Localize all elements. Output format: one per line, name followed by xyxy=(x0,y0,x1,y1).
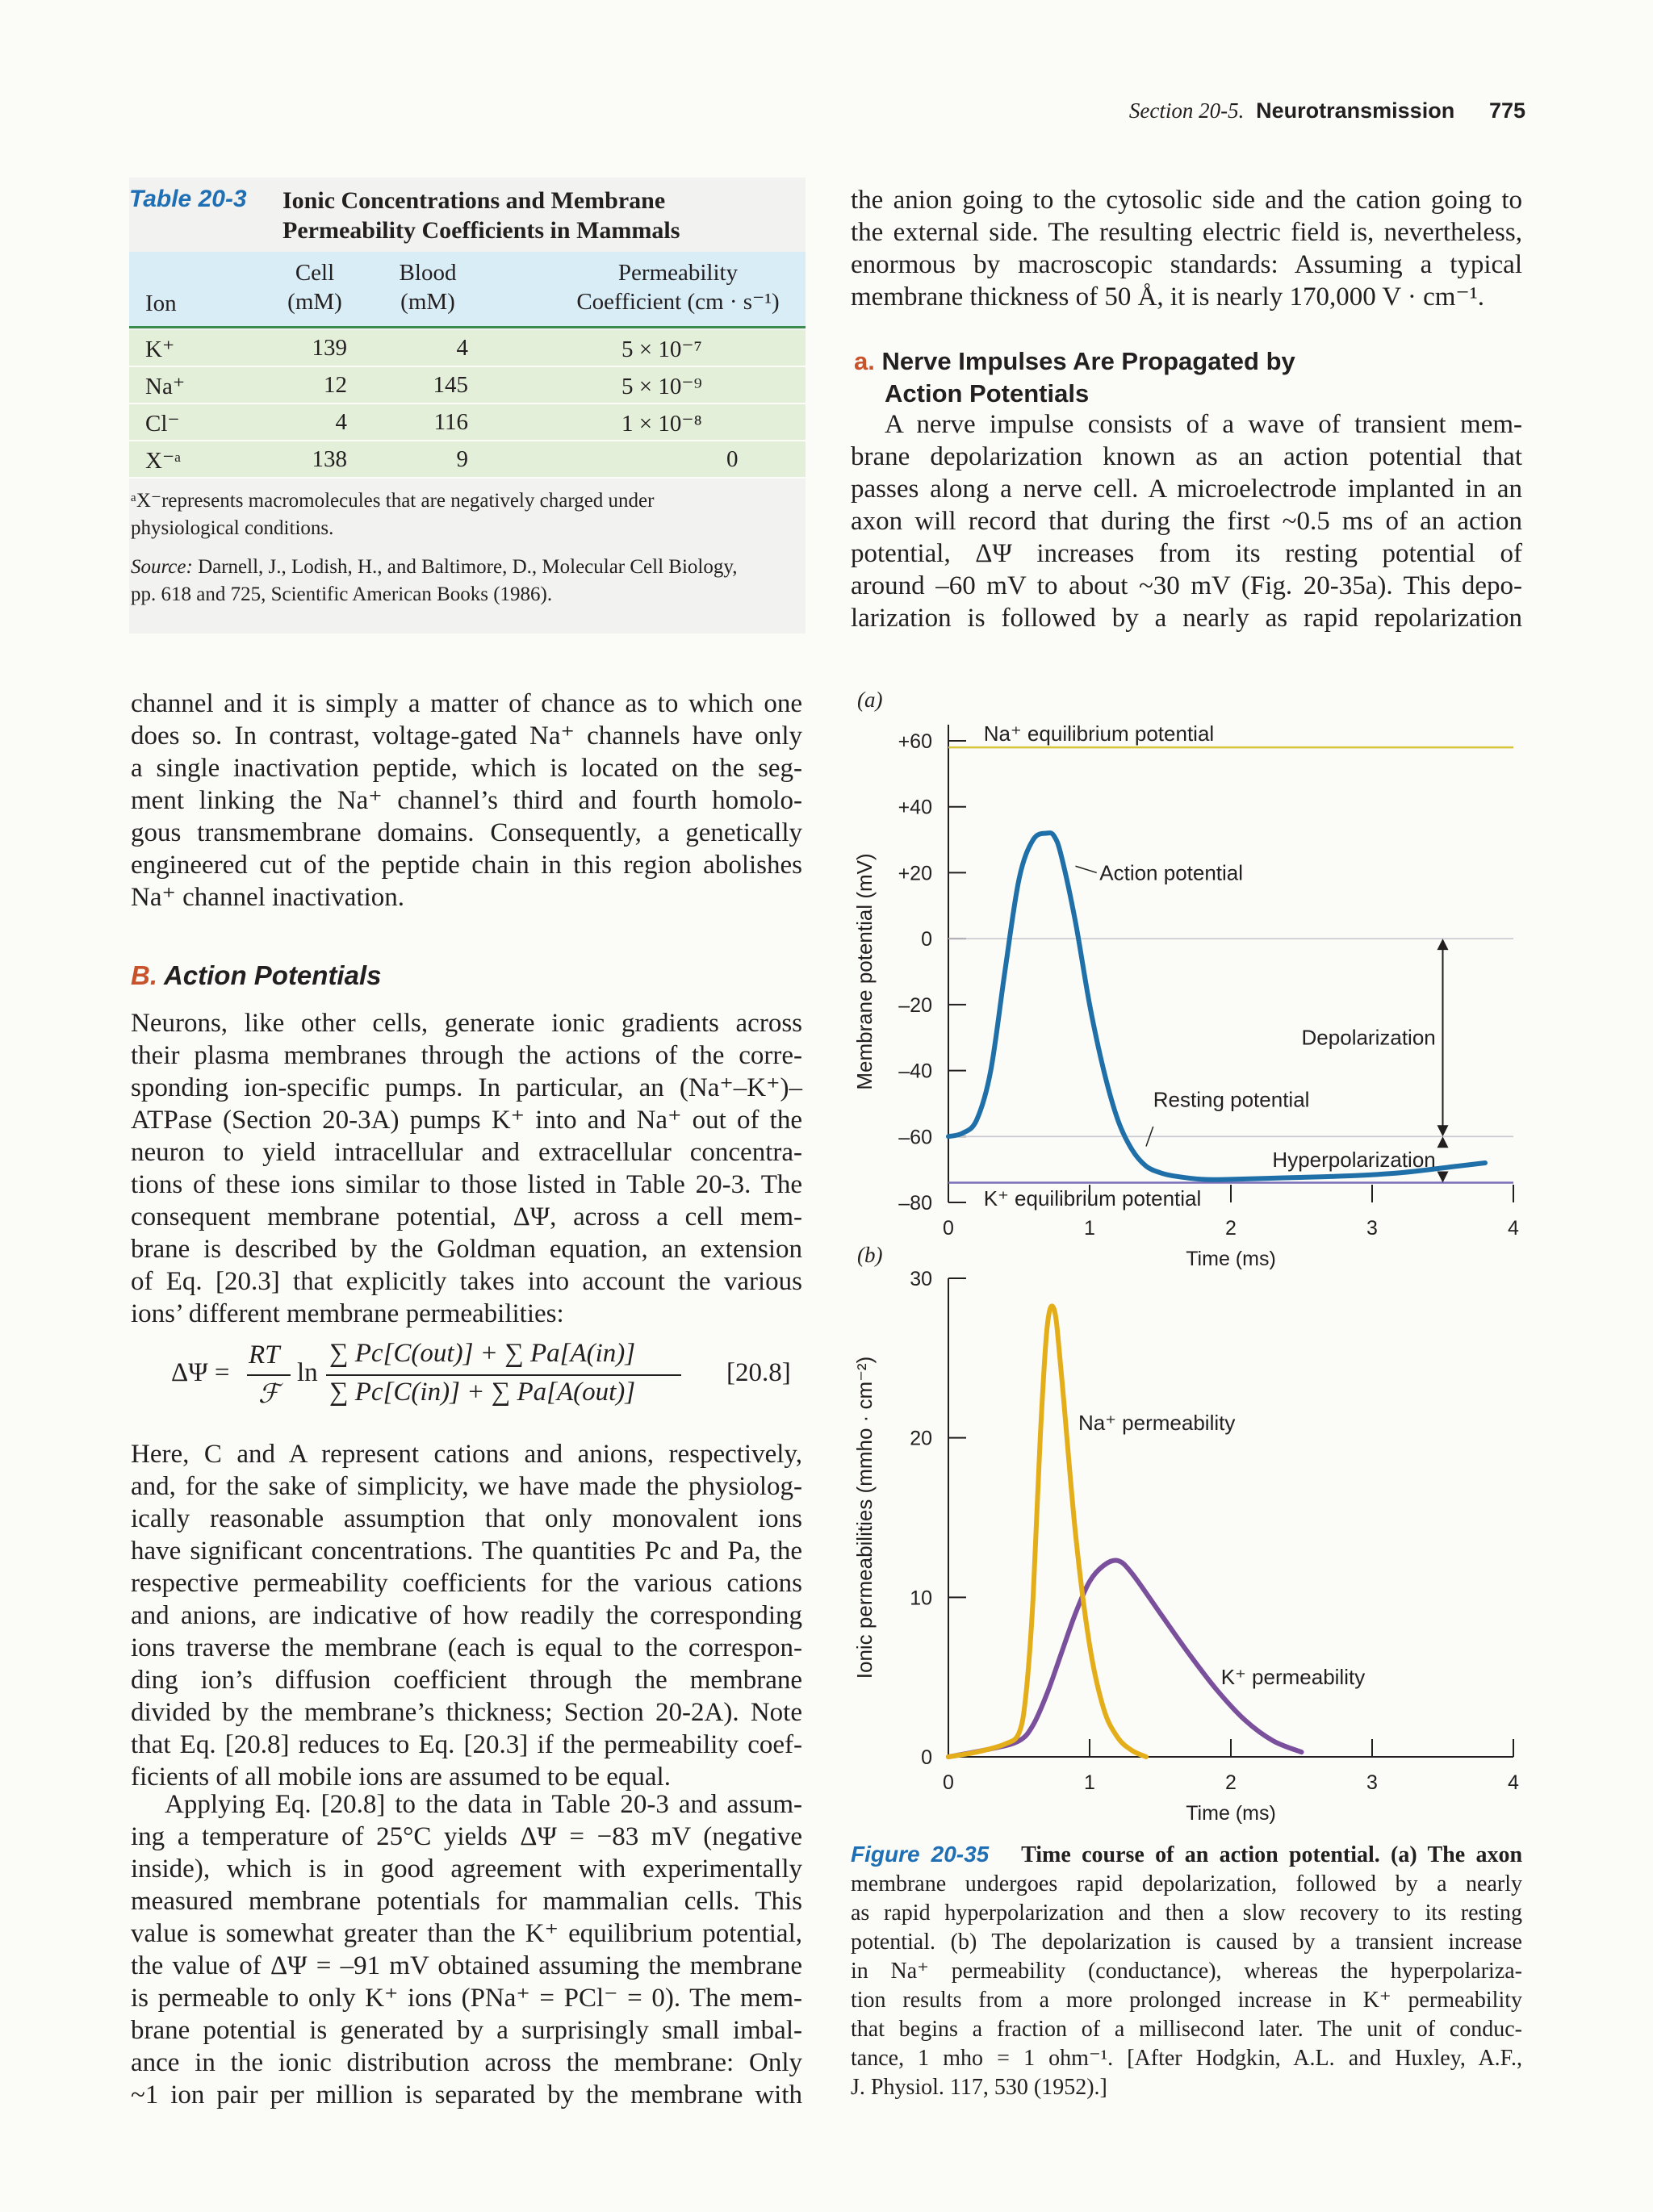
cell-cell: 4 xyxy=(335,409,347,435)
figure-label: Figure 20-35 xyxy=(851,1842,990,1867)
table-label: Table 20-3 xyxy=(129,186,247,212)
x-tick-label: 3 xyxy=(1366,1771,1378,1794)
text-line: of Eq. [20.3] that explicitly takes into account the various xyxy=(131,1267,802,1296)
equation-ln: ln xyxy=(297,1358,318,1387)
cell-blood: 4 xyxy=(456,335,468,361)
text-line: Applying Eq. [20.8] to the data in Table 20-3 and assum- xyxy=(165,1790,802,1819)
panel-b xyxy=(852,1243,1519,1825)
cell-ion: X⁻ᵃ xyxy=(145,448,182,474)
annotation-leader xyxy=(1076,866,1097,872)
text-line: brane potential is generated by a surprisingly small imbal- xyxy=(131,2016,802,2045)
cell-ion: Na⁺ xyxy=(145,374,186,399)
annotation-na-permeability: Na⁺ permeability xyxy=(1078,1410,1236,1435)
text-line: ions’ different membrane permeabilities: xyxy=(131,1299,564,1328)
text-line: Here, C and A represent cations and anions, respectively, xyxy=(131,1440,802,1469)
table-source xyxy=(131,554,793,608)
panel-a xyxy=(852,688,1519,1270)
text-line: passes along a nerve cell. A microelectrode implanted in an xyxy=(851,475,1522,504)
figure-caption xyxy=(851,1840,1522,2102)
text-line: a single inactivation peptide, which is located on the seg- xyxy=(131,754,802,783)
fraction-bar xyxy=(326,1374,681,1376)
equation-denominator: ∑ Pc[C(in)] + ∑ Pa[A(out)] xyxy=(329,1378,636,1407)
equation-number: [20.8] xyxy=(726,1358,791,1387)
equation-rt: RT xyxy=(249,1340,280,1369)
text-line: is permeable to only K⁺ ions (PNa⁺ = PCl⁻ = 0). The mem- xyxy=(131,1984,802,2013)
arrowhead-down xyxy=(1437,1125,1449,1136)
text-line: ment linking the Na⁺ channel’s third and fourth homolo- xyxy=(131,786,802,815)
figure-20-35 xyxy=(839,686,1550,1832)
x-tick-label: 1 xyxy=(1084,1771,1095,1794)
text-line: enormous by macroscopic standards: Assuming a typical xyxy=(851,250,1522,279)
x-tick-label: 1 xyxy=(1084,1217,1095,1240)
cell-perm: 1 × 10⁻⁸ xyxy=(621,411,702,437)
text-line: gous transmembrane domains. Consequently, a genetically xyxy=(131,818,802,847)
annotation-k-permeability: K⁺ permeability xyxy=(1220,1665,1366,1690)
text-line: inside), which is in good agreement with experimentally xyxy=(131,1854,802,1884)
text-line: sponding ion-specific pumps. In particular, an (Na⁺–K⁺)– xyxy=(131,1073,802,1102)
arrowhead-up xyxy=(1437,1136,1449,1148)
section-heading-b xyxy=(131,960,381,991)
header-ion: Ion xyxy=(145,291,177,316)
equation-numerator: ∑ Pc[C(out)] + ∑ Pa[A(in)] xyxy=(329,1339,636,1368)
text-line: the anion going to the cytosolic side and the cation going to xyxy=(851,186,1522,215)
text-line: tions of these ions similar to those listed in Table 20-3. The xyxy=(131,1170,802,1199)
caption-line: membrane undergoes rapid depolarization, followed by a nearly xyxy=(851,1871,1522,1896)
caption-line: tance, 1 mho = 1 ohm⁻¹. [After Hodgkin, A.L. and Huxley, A.F., xyxy=(851,2046,1522,2071)
y-tick-label: –40 xyxy=(898,1060,932,1083)
source-label: Source: xyxy=(131,556,193,578)
text-line: have significant concentrations. The quantities Pc and Pa, the xyxy=(131,1537,802,1566)
text-line: divided by the membrane’s thickness; Section 20-2A). Note xyxy=(131,1698,802,1727)
x-tick-label: 4 xyxy=(1508,1217,1519,1240)
text-line: ficients of all mobile ions are assumed to be equal. xyxy=(131,1762,671,1792)
page-number: 775 xyxy=(1488,98,1525,123)
caption-line: J. Physiol. 117, 530 (1952).] xyxy=(851,2075,1107,2100)
text-line: the value of ΔΨ = –91 mV obtained assuming the membrane xyxy=(131,1951,802,1980)
text-line: measured membrane potentials for mammalian cells. This xyxy=(131,1887,802,1916)
header-cell-label: Cell xyxy=(295,260,335,286)
caption-line: in Na⁺ permeability (conductance), whereas the hyperpolariza- xyxy=(851,1959,1522,1984)
header-permeability xyxy=(557,258,799,316)
left-paragraph-1 xyxy=(131,688,802,914)
text-line: ing a temperature of 25°C yields ΔΨ = −83 mV (negative xyxy=(131,1822,802,1851)
arrowhead-up xyxy=(1437,939,1449,950)
text-line: Na⁺ channel inactivation. xyxy=(131,883,405,912)
running-head-title: Neurotransmission xyxy=(1256,98,1455,123)
text-line: ically reasonable assumption that only monovalent ions xyxy=(131,1504,802,1533)
cell-blood: 9 xyxy=(456,446,468,472)
table-header xyxy=(129,252,806,326)
text-line: brane is described by the Goldman equation, an extension xyxy=(131,1235,802,1264)
y-tick-label: +20 xyxy=(898,862,932,885)
left-paragraph-4 xyxy=(131,1788,802,2111)
right-column-paragraph-1 xyxy=(851,184,1522,313)
y-axis-label: Membrane potential (mV) xyxy=(852,853,877,1090)
x-axis-label: Time (ms) xyxy=(1186,1802,1276,1825)
text-line: axon will record that during the first ~0.5 ms of an action xyxy=(851,507,1522,536)
table-20-3 xyxy=(129,178,806,633)
x-tick-label: 0 xyxy=(943,1771,954,1794)
text-line: brane depolarization known as an action potential that xyxy=(851,442,1522,471)
text-line: and, for the sake of simplicity, we have made the physiolog- xyxy=(131,1472,802,1501)
table-title-line: Ionic Concentrations and Membrane xyxy=(282,187,666,214)
header-cell xyxy=(266,258,363,316)
text-line: ding ion’s diffusion coefficient through the membrane xyxy=(131,1666,802,1695)
text-line: value is somewhat greater than the K⁺ equilibrium potential, xyxy=(131,1919,802,1948)
text-line: neuron to yield intracellular and extracellular concentra- xyxy=(131,1138,802,1167)
cell-perm: 5 × 10⁻⁹ xyxy=(621,374,702,399)
y-tick-label: 10 xyxy=(910,1587,932,1610)
fraction-bar xyxy=(247,1374,291,1376)
cell-cell: 138 xyxy=(312,446,347,472)
table-title-line: Permeability Coefficients in Mammals xyxy=(282,217,680,244)
header-cell-unit: (mM) xyxy=(287,289,342,315)
table-row xyxy=(129,404,806,441)
cell-cell: 139 xyxy=(312,335,347,361)
text-line: their plasma membranes through the actions of the corre- xyxy=(131,1041,802,1070)
y-tick-label: 30 xyxy=(910,1268,932,1290)
equation-lhs: ΔΨ = xyxy=(171,1358,230,1387)
footnote-line: ᵃX⁻represents macromolecules that are negatively charged under xyxy=(131,490,655,512)
x-tick-label: 3 xyxy=(1366,1217,1378,1240)
y-tick-label: –80 xyxy=(898,1192,932,1215)
text-line: channel and it is simply a matter of chance as to which one xyxy=(131,689,802,718)
text-line: around –60 mV to about ~30 mV (Fig. 20-35a). This depo- xyxy=(851,571,1522,600)
left-paragraph-3 xyxy=(131,1438,802,1793)
table-title xyxy=(282,186,783,245)
header-permeability-unit: Coefficient (cm · s⁻¹) xyxy=(576,289,780,315)
x-tick-label: 2 xyxy=(1225,1217,1237,1240)
table-row xyxy=(129,441,806,479)
section-letter: B. xyxy=(131,960,157,990)
arrowhead-down xyxy=(1437,1171,1449,1182)
caption-line: potential. (b) The depolarization is caused by a transient increase xyxy=(851,1930,1522,1955)
table-row xyxy=(129,330,806,367)
left-paragraph-2 xyxy=(131,1007,802,1330)
annotation-depolarization: Depolarization xyxy=(1301,1025,1436,1050)
x-tick-label: 4 xyxy=(1508,1771,1519,1794)
annotation-hyperpolarization: Hyperpolarization xyxy=(1272,1147,1436,1172)
text-line: that Eq. [20.8] reduces to Eq. [20.3] if the permeability coef- xyxy=(131,1730,802,1759)
y-tick-label: 0 xyxy=(921,928,932,951)
text-line: ATPase (Section 20-3A) pumps K⁺ into and Na⁺ out of the xyxy=(131,1106,802,1135)
header-blood-unit: (mM) xyxy=(400,289,455,315)
table-row xyxy=(129,367,806,404)
header-blood-label: Blood xyxy=(399,260,457,286)
header-permeability-label: Permeability xyxy=(617,260,739,286)
x-axis-label: Time (ms) xyxy=(1186,1248,1276,1270)
text-line: and anions, are indicative of how readily the corresponding xyxy=(131,1601,802,1630)
text-line: A nerve impulse consists of a wave of transient mem- xyxy=(885,410,1522,439)
table-footnote xyxy=(131,487,793,542)
y-tick-label: –60 xyxy=(898,1126,932,1149)
y-tick-label: 0 xyxy=(921,1746,932,1769)
text-line: engineered cut of the peptide chain in this region abolishes xyxy=(131,851,802,880)
y-axis-label: Ionic permeabilities (mmho · cm⁻²) xyxy=(852,1356,877,1679)
text-line: ~1 ion pair per million is separated by the membrane with xyxy=(131,2080,802,2110)
panel-label: (a) xyxy=(857,688,883,712)
source-line: Darnell, J., Lodish, H., and Baltimore, D., Molecular Cell Biology, xyxy=(198,556,738,578)
text-line: ance in the ionic distribution across the membrane: Only xyxy=(131,2048,802,2077)
caption-line: Time course of an action potential. (a) The axon xyxy=(1021,1842,1523,1867)
footnote-line: physiological conditions. xyxy=(131,517,334,539)
panel-label: (b) xyxy=(857,1243,883,1267)
running-head xyxy=(888,98,1525,123)
text-line: consequent membrane potential, ΔΨ, across a cell mem- xyxy=(131,1202,802,1231)
subsection-heading-a xyxy=(854,345,1295,410)
text-line: membrane thickness of 50 Å, it is nearly 170,000 V · cm⁻¹. xyxy=(851,282,1484,312)
y-tick-label: +40 xyxy=(898,796,932,819)
subsection-letter: a. xyxy=(854,347,875,375)
annotation-k-equilibrium: K⁺ equilibrium potential xyxy=(983,1185,1202,1211)
k-permeability-curve xyxy=(948,1560,1302,1757)
subsection-title: Action Potentials xyxy=(885,379,1090,408)
text-line: ions traverse the membrane (each is equal to the correspon- xyxy=(131,1633,802,1662)
cell-blood: 145 xyxy=(433,372,468,398)
right-column-paragraph-2 xyxy=(851,408,1522,634)
cell-ion: Cl⁻ xyxy=(145,411,180,437)
source-line: pp. 618 and 725, Scientific American Books (1986). xyxy=(131,583,553,605)
equation-faraday: ℱ xyxy=(258,1380,279,1409)
y-tick-label: +60 xyxy=(898,730,932,753)
cell-ion: K⁺ xyxy=(145,337,175,362)
x-tick-label: 0 xyxy=(943,1217,954,1240)
running-head-section: Section 20-5. xyxy=(1128,98,1245,123)
caption-line: as rapid hyperpolarization and then a slow recovery to its resting xyxy=(851,1900,1522,1926)
action-potential-curve xyxy=(948,833,1485,1180)
text-line: does so. In contrast, voltage-gated Na⁺ channels have only xyxy=(131,721,802,751)
text-line: potential, ΔΨ increases from its resting potential of xyxy=(851,539,1522,568)
y-tick-label: –20 xyxy=(898,993,932,1017)
caption-line: tion results from a more prolonged increase in K⁺ permeability xyxy=(851,1988,1522,2013)
annotation-resting: Resting potential xyxy=(1153,1087,1310,1112)
section-title: Action Potentials xyxy=(163,960,382,990)
cell-perm: 5 × 10⁻⁷ xyxy=(621,337,702,362)
cell-cell: 12 xyxy=(324,372,347,398)
subsection-title: Nerve Impulses Are Propagated by xyxy=(881,347,1295,375)
annotation-na-equilibrium: Na⁺ equilibrium potential xyxy=(983,721,1215,746)
header-blood xyxy=(371,258,484,316)
caption-line: that begins a fraction of a millisecond later. The unit of conduc- xyxy=(851,2017,1522,2042)
goldman-equation xyxy=(129,1336,807,1416)
annotation-action-potential: Action potential xyxy=(1099,860,1244,885)
cell-perm: 0 xyxy=(726,446,739,472)
text-line: larization is followed by a nearly as rapid repolarization xyxy=(851,604,1522,633)
cell-blood: 116 xyxy=(433,409,468,435)
table-rule xyxy=(129,326,806,328)
x-tick-label: 2 xyxy=(1225,1771,1237,1794)
text-line: respective permeability coefficients for the various cations xyxy=(131,1569,802,1598)
y-tick-label: 20 xyxy=(910,1427,932,1450)
text-line: the external side. The resulting electric field is, nevertheless, xyxy=(851,218,1522,247)
text-line: Neurons, like other cells, generate ionic gradients across xyxy=(131,1009,802,1038)
